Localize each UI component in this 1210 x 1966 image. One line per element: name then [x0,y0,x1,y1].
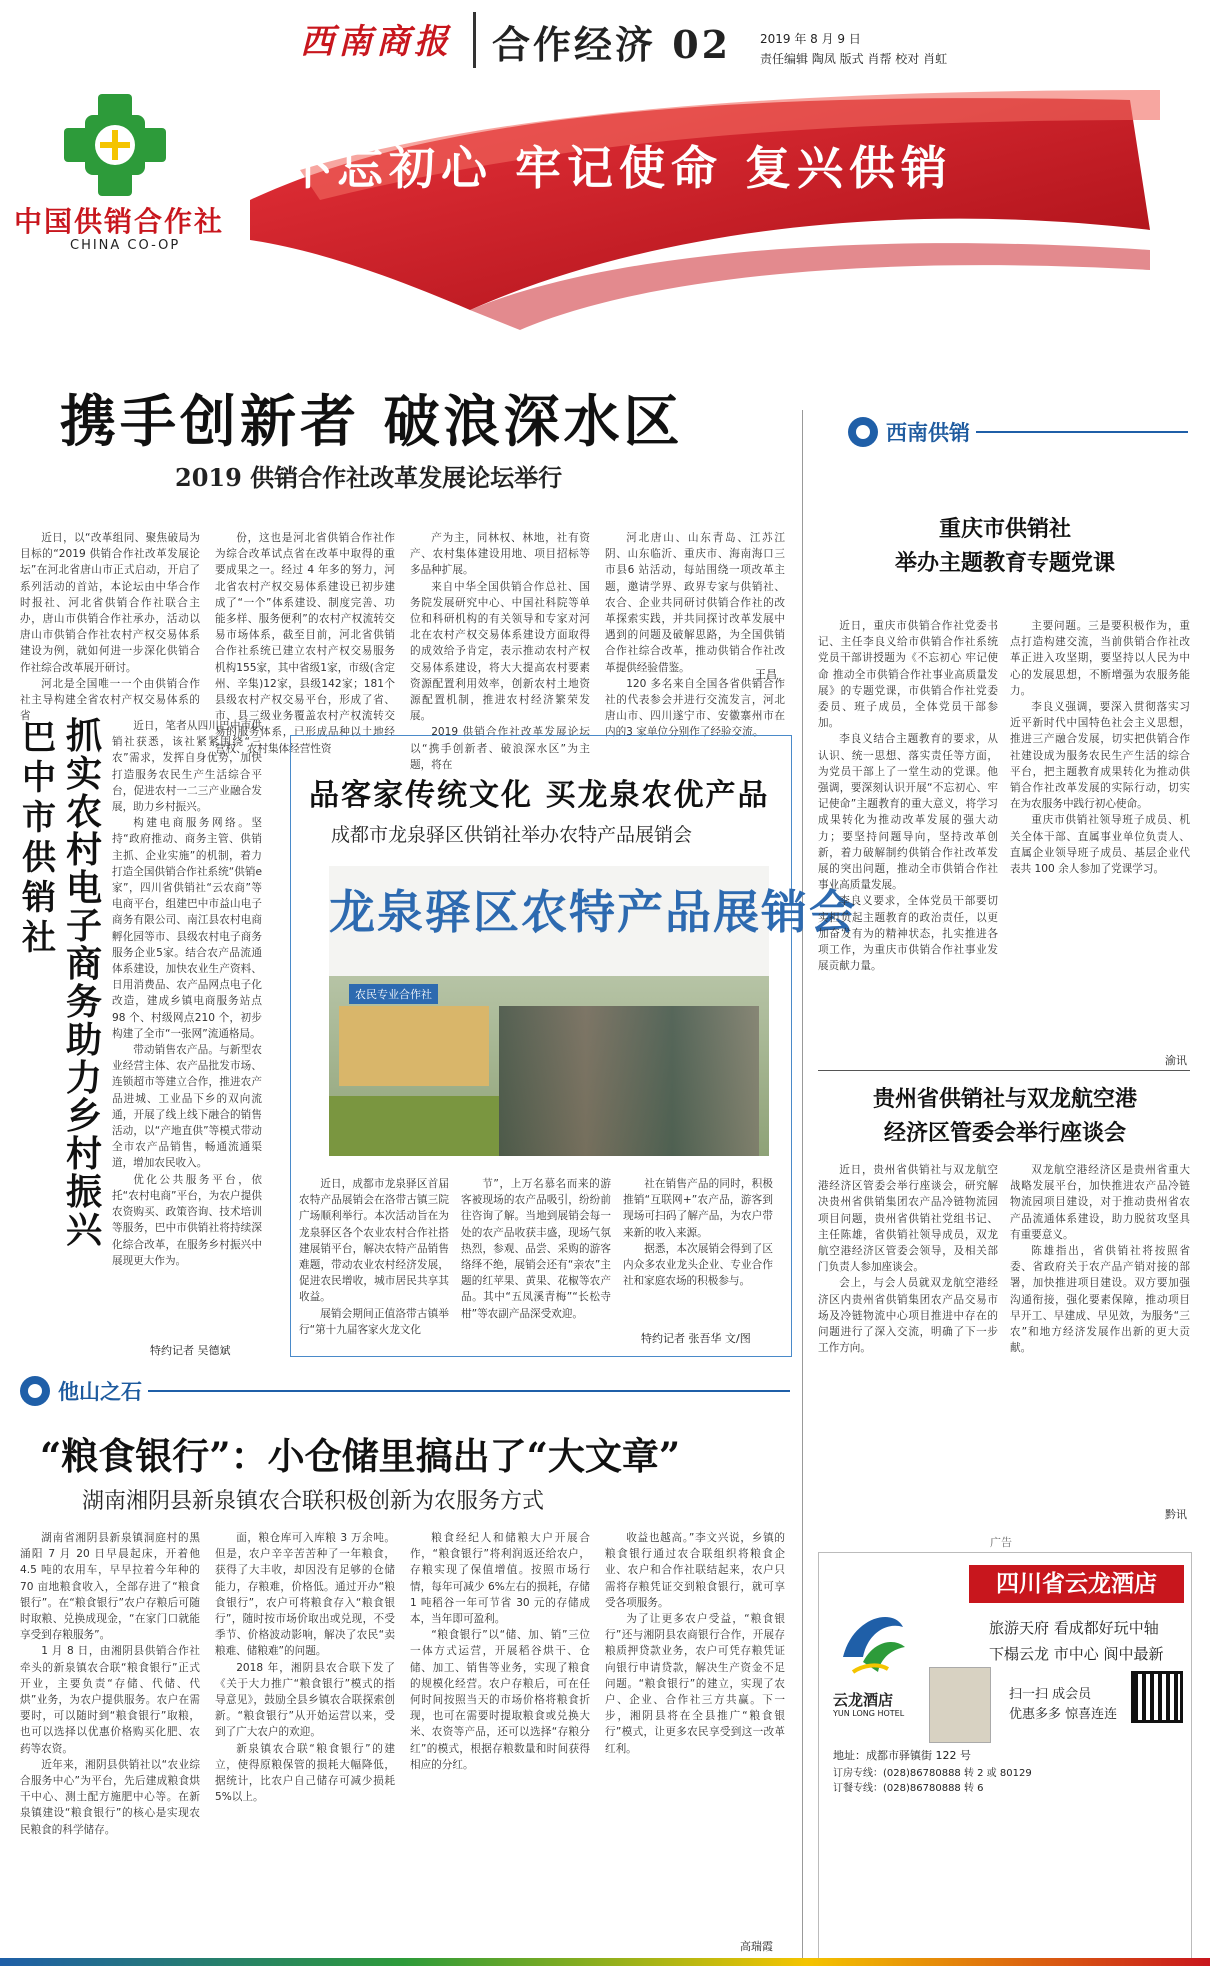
tashan-col-3-paragraph: “粮食银行”以“储、加、销”三位一体方式运营，开展稻谷烘干、仓储、加工、销售等业务，实现了粮食的规模化经营。农户存粮后，可在任何时间按照当天的市场价格将粮食折现，也可在需要时提取粮食或兑换大米、农资等产品，还可以选择“存粮分红”的模式，根据存粮数量和时间获得相应的分红。 [410,1629,590,1771]
tashan-headline: “粮食银行”：小仓储里搞出了“大文章” [40,1434,681,1478]
chongqing-col-1-paragraph: 李良义结合主题教育的要求，从认识、统一思想、落实责任等方面，为党员干部上了一堂生动的党课。他强调，要深刻认识开展“不忘初心、牢记使命”主题教育的重大意义，将学习成果转化为推动改革发展的强大动力；要坚持问题导向，坚持改革创新，着力破解制约供销合作社改革发展的突出问题，推动全市供销合作社事业高质量发展。 [818,733,998,892]
main-col-3-paragraph: 来自中华全国供销合作总社、国务院发展研究中心、中国社科院等单位和科研机构的有关领导和专家对河北在农村产权交易体系建设方面取得的成效给予肯定，表示推动农村产权交易体系建设，将大大提高农村要素资源配置利用效率，创新农村土地资源配置机制，推进农村经济繁荣发展。 [410,580,590,723]
tashan-col-3-paragraph: 粮食经纪人和储粮大户开展合作，“粮食银行”将利润返还给农户，存粮实现了保值增值。按照市场行情，每年可减少 6%左右的损耗，存储 1 吨稻谷一年可节省 30 元的存储成本，当年即可盈利。 [410,1532,590,1626]
hotel-logo-en: YUN LONG HOTEL [833,1709,905,1718]
hotel-slogan-2: 下榻云龙 市中心 阆中最新 [989,1645,1164,1663]
tashan-col-1-paragraph: 湖南省湘阴县新泉镇洞庭村的黑涌阳 7 月 20 日早晨起床，开着他 4.5 吨的农用车，早早拉着今年种的 70 亩地粮食收入，全部存进了“粮食银行”。在“粮食银行”农户存粮后可随时取粮、兑换成现金，“在家门口就能享受到存粮服务”。 [20,1532,200,1642]
column-divider [802,410,803,1960]
longquan-photo [329,866,857,1156]
tashan-tag-line [148,1390,790,1392]
bazhong-body [112,718,262,1338]
hotel-name-banner [969,1565,1184,1603]
main-col-3 [410,530,590,771]
longquan-col-3-paragraph: 据悉，本次展销会得到了区内众多农业龙头企业、专业合作社和家庭农场的积极参与。 [623,1242,773,1288]
hotel-logo-icon [833,1597,913,1687]
booth-label: 农民专业合作社 [349,984,438,1004]
tashan-col-1-paragraph: 1 月 8 日，由湘阴县供销合作社牵头的新泉镇农合联“粮食银行”正式开业，主要负责“存储、代储、代烘”业务，为农户提供服务。农户在需要时，可以随时到“粮食银行”取粮，也可以选择以优惠价格购买化肥、农药等农资。 [20,1645,200,1755]
main-col-2 [215,530,395,755]
longquan-title: 品客家传统文化 买龙泉农优产品 [309,778,770,813]
longquan-byline: 特约记者 张吾华 文/图 [641,1332,751,1345]
bazhong-body-paragraph: 优化公共服务平台，依托“农村电商”平台，为农户提供农资购买、政策咨询、技术培训等服务，巴中市供销社将持续深化综合改革，在服务乡村振兴中展现更大作为。 [112,1173,262,1267]
bazhong-byline: 特约记者 吴德斌 [150,1344,231,1357]
chongqing-col-1 [818,618,998,1048]
tashan-col-1-paragraph: 近年来，湘阴县供销社以“农业综合服务中心”为平台，先后建成粮食烘干中心、测土配方施肥中心等。在新泉镇建设“粮食银行”的核心是实现农民粮食的科学储存。 [20,1758,200,1836]
main-col-4-paragraph: 120 多名来自全国各省供销合作社的代表参会并进行交流发言，河北唐山市、四川遂宁市、安徽寨州市在内的3 家单位分别作了经验交流。 [605,677,785,739]
masthead [0,0,1210,80]
hotel-photo [929,1667,991,1743]
hotel-address: 地址：成都市驿镇街 122 号 [833,1749,971,1762]
qr-caption-2: 优惠多多 惊喜连连 [1009,1707,1118,1722]
qr-caption-1: 扫一扫 成会员 [1009,1687,1092,1702]
ad-label: 广告 [990,1536,1012,1549]
tashan-col-3 [410,1530,590,1950]
xinan-tag-line [976,431,1188,433]
main-col-4-paragraph: 河北唐山、山东青岛、江苏江阴、山东临沂、重庆市、海南海口三市县6 站活动，每站围绕一项改革主题，邀请学界、政界专家与供销社、农合、企业共同研讨供销合作社的改革探索实践，并共同探讨改革发展中遇到的问题及破解思路，为全国供销合作社综合改革，推动供销合作社改革提供经验借鉴。 [605,532,785,674]
org-name-en: CHINA CO-OP [70,238,181,253]
booth-display [339,1006,489,1086]
hotel-name: 四川省云龙酒店 [996,1571,1157,1597]
hotel-ad[interactable] [818,1552,1192,1964]
guizhou-col-2 [1010,1162,1190,1502]
main-col-2-paragraph: 份，这也是河北省供销合作社作为综合改革试点省在改革中取得的重要成果之一。经过 4 年多的努力，河北省农村产权交易体系建设已初步建成了“一个”体系建设、制度完善、功能多样、服务便利”的农村产权流转交易市场体系，截至目前，河北省供销合作社系统已建立农村产权交易服务机构155家，其中省级1家，市级(含定州、辛集)12家，县级142家；181个县级农村产权交易平台，形成了省、市、县三级业务覆盖农村产权流转交易的服务体系，已形成品种以土地经营权、农村集体经营性资 [215,532,395,755]
guizhou-byline: 黔讯 [1165,1508,1187,1521]
hotel-phone-dining: 订餐专线：(028)86780888 转 6 [833,1783,984,1794]
chongqing-col-1-paragraph: 近日，重庆市供销合作社党委书记、主任李良义给市供销合作社系统党员干部讲授题为《不忘初心 牢记使命 推动全市供销合作社事业高质量发展》的专题党课，市供销合作社党委委员、班子成员，全体党员干部参加。 [818,620,998,730]
bazhong-body-paragraph: 近日，笔者从四川巴中市供销社获悉，该社紧紧围绕“三农”需求，发挥自身优势，加快打造服务农民生产生活综合平台，促进农村一二三产业融合发展，助力乡村振兴。 [112,720,262,814]
chongqing-byline: 渝讯 [1165,1054,1187,1067]
bazhong-body-paragraph: 构建电商服务网络。坚持“政府推动、商务主管、供销主抓、企业实施”的机制，着力打造全国供销合作社系统“供销e家”，四川省供销社“云农商”等电商平台，组建巴中市益山电子商务有限公司、南江县农村电商孵化园等市、县级农村电子商务服务企业5家。结合农产品流通体系建设，加快农业生产资料、日用消费品、农产品网点电子化改造，建成乡镇电商服务站点98 个、村级网点210 个，初步构建了全市“一张网”流通格局。 [112,817,262,1040]
crowd [499,1006,759,1156]
tashan-col-2 [215,1530,395,1950]
chongqing-col-2-paragraph: 李良义强调，要深入贯彻落实习近平新时代中国特色社会主义思想，推进三产融合发展，切实把供销合作社建设成为服务农民生产生活的综合平台，把主题教育成果转化为推动供销合作社改革发展的实际行动，切实在为农服务中践行初心使命。 [1010,701,1190,811]
qr-code-icon[interactable] [1131,1671,1183,1723]
xinan-tag-label: 西南供销 [878,417,970,447]
chongqing-col-1-paragraph: 李良义要求，全体党员干部要切实担负起主题教育的政治责任，以更加奋发有为的精神状态，扎实推进各项工作，为重庆市供销合作社事业发展贡献力量。 [818,895,998,973]
hotel-logo-cn: 云龙酒店 [833,1691,894,1709]
main-col-1-paragraph: 近日，以“改革组同、聚焦破局为目标的“2019 供销合作社改革发展论坛”在河北省唐山市正式启动，开启了系列活动的首站，本论坛由中华合作时报社、河北省供销合作社联合主办，唐山市供销合作社承办，活动以唐山市供销合作社农村产权交易体系建设为例，就如何进一步深化供销合作社综合改革展开研讨。 [20,532,200,674]
tashan-col-4-paragraph: 收益也越高。”李文兴说，乡镇的粮食银行通过农合联组织将粮食企业、农户和合作社联结起来，农户只需将存粮凭证交到粮食银行，就可享受各项服务。 [605,1532,785,1609]
guizhou-headline: 贵州省供销社与双龙航空港 经济区管委会举行座谈会 [872,1086,1137,1146]
tashan-col-1 [20,1530,200,1950]
chongqing-col-2-paragraph: 重庆市供销社领导班子成员、机关全体干部、直属事业单位负责人、直属企业领导班子成员、基层企业代表共 100 余人参加了党课学习。 [1010,814,1190,876]
longquan-col-1 [299,1176,449,1336]
bazhong-body-paragraph: 带动销售农产品。与新型农业经营主体、农产品批发市场、连锁超市等建立合作，推进农产品进城、工业品下乡的双向流通，开展了线上线下融合的销售活动，以“产地直供”等模式带动全市农产品销售，畅通流通渠道，增加农民收入。 [112,1044,262,1170]
org-name-cn: 中国供销合作社 [14,205,225,238]
chongqing-col-2 [1010,618,1190,1048]
main-headline: 携手创新者 破浪深水区 [60,390,684,455]
longquan-col-1-paragraph: 展销会期间正值洛带古镇举行“第十九届客家火龙文化 [299,1307,449,1336]
bazhong-title-left: 巴中市供销社 [22,718,56,958]
banner [0,80,1210,330]
produce-baskets [329,1096,499,1156]
xinan-tag-icon [848,417,878,447]
editors-line: 责任编辑 陶凤 版式 肖帮 校对 肖虹 [760,52,948,66]
main-col-1 [20,530,200,723]
bazhong-title-right: 抓实农村电子商务助力乡村振兴 [66,716,103,1251]
hotel-slogan-1: 旅游天府 看成都好玩中轴 [989,1619,1159,1637]
guizhou-col-1 [818,1162,998,1502]
main-byline: 王昌 [755,668,777,681]
xinan-tag [848,417,1188,447]
tashan-col-2-paragraph: 面，粮仓库可入库粮 3 万余吨。但是，农户辛辛苦苦种了一年粮食，获得了大丰收，却因没有足够的仓储能力，存粮难，价格低。通过开办“粮食银行”，农户可将粮食存入“粮食银行”，随时按市场价取出或兑现，不受季节、价格波动影响，解决了农民“卖粮难、储粮难”的问题。 [215,1532,395,1658]
tashan-tag-icon [20,1376,50,1406]
tashan-col-2-paragraph: 2018 年，湘阴县农合联下发了《关于大力推广“粮食银行”模式的指导意见》，鼓励全县乡镇农合联探索创新。“粮食银行”从开始运营以来，受到了广大农户的欢迎。 [215,1661,395,1739]
longquan-col-3-paragraph: 社在销售产品的同时，积极推销“互联网+”农产品，游客到现场可扫码了解产品，为农户带来新的收入来源。 [623,1178,773,1239]
tashan-col-4 [605,1530,785,1930]
longquan-col-1-paragraph: 近日，成都市龙泉驿区首届农特产品展销会在洛带古镇三院广场顺利举行。本次活动旨在为龙泉驿区各个农业农村合作社搭建展销平台，解决农特产品销售难题，带动农业农村经济发展，促进农民增收，城市居民共享其收益。 [299,1178,449,1304]
longquan-col-2-paragraph: 节”，上万名慕名而来的游客被现场的农产品吸引，纷纷前往咨询了解。当地到展销会每一处的农产品收获丰盛，现场气氛热烈，参观、品尝、采购的游客络绎不绝，展销会还有“亲农”主题的红苹果、黄果、花椒等农产品。其中“五凤溪青梅”“长松寺柑”等农副产品深受欢迎。 [461,1178,611,1320]
tashan-tag [20,1376,790,1406]
china-coop-logo [60,90,170,200]
section-title: 合作经济 02 [492,22,732,67]
chongqing-headline: 重庆市供销社 举办主题教育专题党课 [894,516,1115,576]
chongqing-col-2-paragraph: 主要问题。三是要积极作为，重点打造构建交流，当前供销合作社改革正进入攻坚期，要坚持以人民为中心的发展思想，不断增强为农服务能力。 [1010,620,1190,697]
photo-sign-text: 龙泉驿区农特产品展销会 [329,885,857,939]
main-col-1-paragraph: 河北是全国唯一一个由供销合作社主导构建全省农村产权交易体系的省 [20,677,200,723]
longquan-box [290,735,857,1357]
guizhou-col-2-paragraph: 陈雄指出，省供销社将按照省委、省政府关于农产品产销对接的部署，加快推进项目建设。双方要加强沟通衔接，强化要素保障，推动项目早开工、早建成、早见效，为服务“三农”和地方经济发展作出新的更大贡献。 [1010,1245,1190,1355]
longquan-subtitle: 成都市龙泉驿区供销社举办农特产品展销会 [331,824,693,846]
masthead-divider [473,12,476,68]
issue-date: 2019 年 8 月 9 日 [760,32,861,46]
longquan-col-3 [623,1176,773,1326]
guizhou-col-1-paragraph: 近日，贵州省供销社与双龙航空港经济区管委会举行座谈会，研究解决贵州省供销集团农产品冷链物流园项目问题，贵州省供销社党组书记、主任陈雄，省供销社领导成员，双龙航空港经济区管委会领导，及相关部门负责人参加座谈会。 [818,1164,998,1274]
bottom-color-bar [0,1958,1210,1966]
main-subheadline: 2019 供销合作社改革发展论坛举行 [175,463,563,492]
longquan-col-2 [461,1176,611,1326]
right-separator [818,1070,1190,1071]
tashan-col-2-paragraph: 新泉镇农合联“粮食银行”的建立，使得原粮保管的损耗大幅降低，据统计，比农户自己储存可减少损耗 5%以上。 [215,1742,395,1804]
guizhou-col-1-paragraph: 会上，与会人员就双龙航空港经济区内贵州省供销集团农产品交易市场及冷链物流中心项目推进中存在的问题进行了深入交流，明确了下一步工作方向。 [818,1277,998,1355]
guizhou-col-2-paragraph: 双龙航空港经济区是贵州省重大战略发展平台，加快推进农产品冷链物流园项目建设，对于推动贵州省农产品流通体系建设，助力脱贫攻坚具有重要意义。 [1010,1164,1190,1241]
banner-slogan: 不忘初心 牢记使命 复兴供销 [285,141,954,195]
tashan-col-4-paragraph: 为了让更多农户受益，“粮食银行”还与湘阴县农商银行合作，开展存粮质押贷款业务，农户可凭存粮凭证向银行申请贷款，解决生产资金不足问题。“粮食银行”的建立，实现了农户、企业、合作社三方共赢。下一步，湘阴县将在全县推广“粮食银行”模式，让更多农民享受到这一改革红利。 [605,1613,785,1755]
hotel-phone-rooms: 订房专线：(028)86780888 转 2 或 80129 [833,1768,1032,1779]
tashan-tag-label: 他山之石 [50,1376,142,1406]
tashan-byline: 高瑞霞 [740,1940,773,1953]
tashan-subheadline: 湖南湘阴县新泉镇农合联积极创新为农服务方式 [82,1489,545,1514]
main-col-3-paragraph: 2019 供销合作社改革发展论坛以“携手创新者、破浪深水区”为主题，将在 [410,726,590,771]
paper-name: 西南商报 [300,22,452,62]
main-col-3-paragraph: 产为主，同林权、林地，社有资产、农村集体建设用地、项目招标等多品种扩展。 [410,532,590,577]
